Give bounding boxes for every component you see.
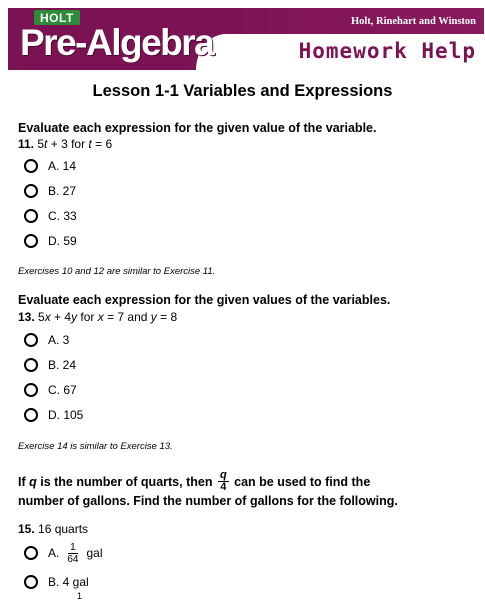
instr-var: q — [29, 474, 37, 489]
q-var: t — [88, 137, 92, 151]
exercise-note-2: Exercise 14 is similar to Exercise 13. — [18, 441, 173, 452]
fraction-denominator: 4 — [220, 481, 227, 493]
q-text: = 7 and — [103, 310, 151, 324]
choice-11-a[interactable] — [24, 157, 76, 175]
radio-button[interactable] — [24, 575, 38, 589]
choice-label: C. 67 — [48, 383, 77, 397]
choice-label: A. — [48, 546, 60, 560]
q-var: x — [97, 310, 104, 324]
instr-text: is the number of quarts, then — [36, 474, 216, 489]
fraction-q-over-4 — [218, 470, 229, 493]
instruction-1: Evaluate each expression for the given value of the variable. — [18, 121, 377, 135]
instr-text: can be used to find the — [230, 474, 371, 489]
choice-label: C. 33 — [48, 209, 77, 223]
choice-15-a[interactable] — [24, 541, 102, 565]
q-text: = 8 — [156, 310, 178, 324]
section-title: Homework Help — [298, 39, 476, 63]
q-text: for — [77, 310, 98, 324]
fraction-1-over-64 — [67, 542, 78, 565]
q-text: 5 — [34, 137, 45, 151]
instruction-3 — [18, 470, 370, 493]
q-var: y — [71, 310, 78, 324]
choice-unit: gal — [86, 546, 103, 560]
radio-button[interactable] — [24, 383, 38, 397]
radio-button[interactable] — [24, 159, 38, 173]
question-11 — [18, 137, 112, 151]
radio-button[interactable] — [24, 546, 38, 560]
q-var: t — [44, 137, 48, 151]
choice-label: D. 105 — [48, 408, 84, 422]
choice-15-c-partial: 1 — [77, 591, 83, 601]
header-banner — [8, 8, 484, 70]
instruction-3-line2: number of gallons. Find the number of gallons for the following. — [18, 494, 398, 508]
radio-button[interactable] — [24, 358, 38, 372]
choice-13-c[interactable] — [24, 381, 77, 399]
choice-label: A. 3 — [48, 333, 70, 347]
fraction-numerator: q — [219, 469, 227, 481]
radio-button[interactable] — [24, 234, 38, 248]
radio-button[interactable] — [24, 333, 38, 347]
holt-badge: HOLT — [34, 10, 80, 25]
choice-13-a[interactable] — [24, 331, 69, 349]
radio-button[interactable] — [24, 408, 38, 422]
q-var: x — [44, 310, 51, 324]
q-var: y — [150, 310, 157, 324]
q-text: + 3 for — [47, 137, 89, 151]
choice-label: A. 14 — [48, 159, 77, 173]
instr-text: If — [18, 474, 30, 489]
choice-label: B. 24 — [48, 358, 77, 372]
choice-label: B. 27 — [48, 184, 77, 198]
choice-11-c[interactable] — [24, 207, 77, 225]
fraction-numerator: 1 — [70, 541, 76, 553]
question-number: 11. — [18, 137, 35, 151]
lesson-title: Lesson 1-1 Variables and Expressions — [92, 82, 393, 100]
question-number: 13. — [18, 310, 35, 324]
radio-button[interactable] — [24, 184, 38, 198]
instruction-2: Evaluate each expression for the given values of the variables. — [18, 293, 391, 307]
radio-button[interactable] — [24, 209, 38, 223]
q-text: + 4 — [50, 310, 72, 324]
question-number: 15. — [18, 522, 35, 536]
exercise-note-1: Exercises 10 and 12 are similar to Exercise 11. — [18, 266, 216, 277]
choice-15-b[interactable] — [24, 573, 89, 591]
q-text: 5 — [34, 310, 45, 324]
publisher-name: Holt, Rinehart and Winston — [350, 16, 476, 27]
choice-11-b[interactable] — [24, 182, 76, 200]
fraction-denominator: 64 — [67, 553, 79, 565]
q-text: 16 quarts — [34, 522, 89, 536]
choice-13-b[interactable] — [24, 356, 76, 374]
question-13 — [18, 310, 177, 324]
q-text: = 6 — [91, 137, 113, 151]
choice-11-d[interactable] — [24, 232, 77, 250]
choice-label: D. 59 — [48, 234, 77, 248]
choice-label: B. 4 gal — [48, 575, 89, 589]
question-15 — [18, 522, 88, 536]
choice-13-d[interactable] — [24, 406, 83, 424]
brand-title: Pre-Algebra — [20, 22, 214, 63]
